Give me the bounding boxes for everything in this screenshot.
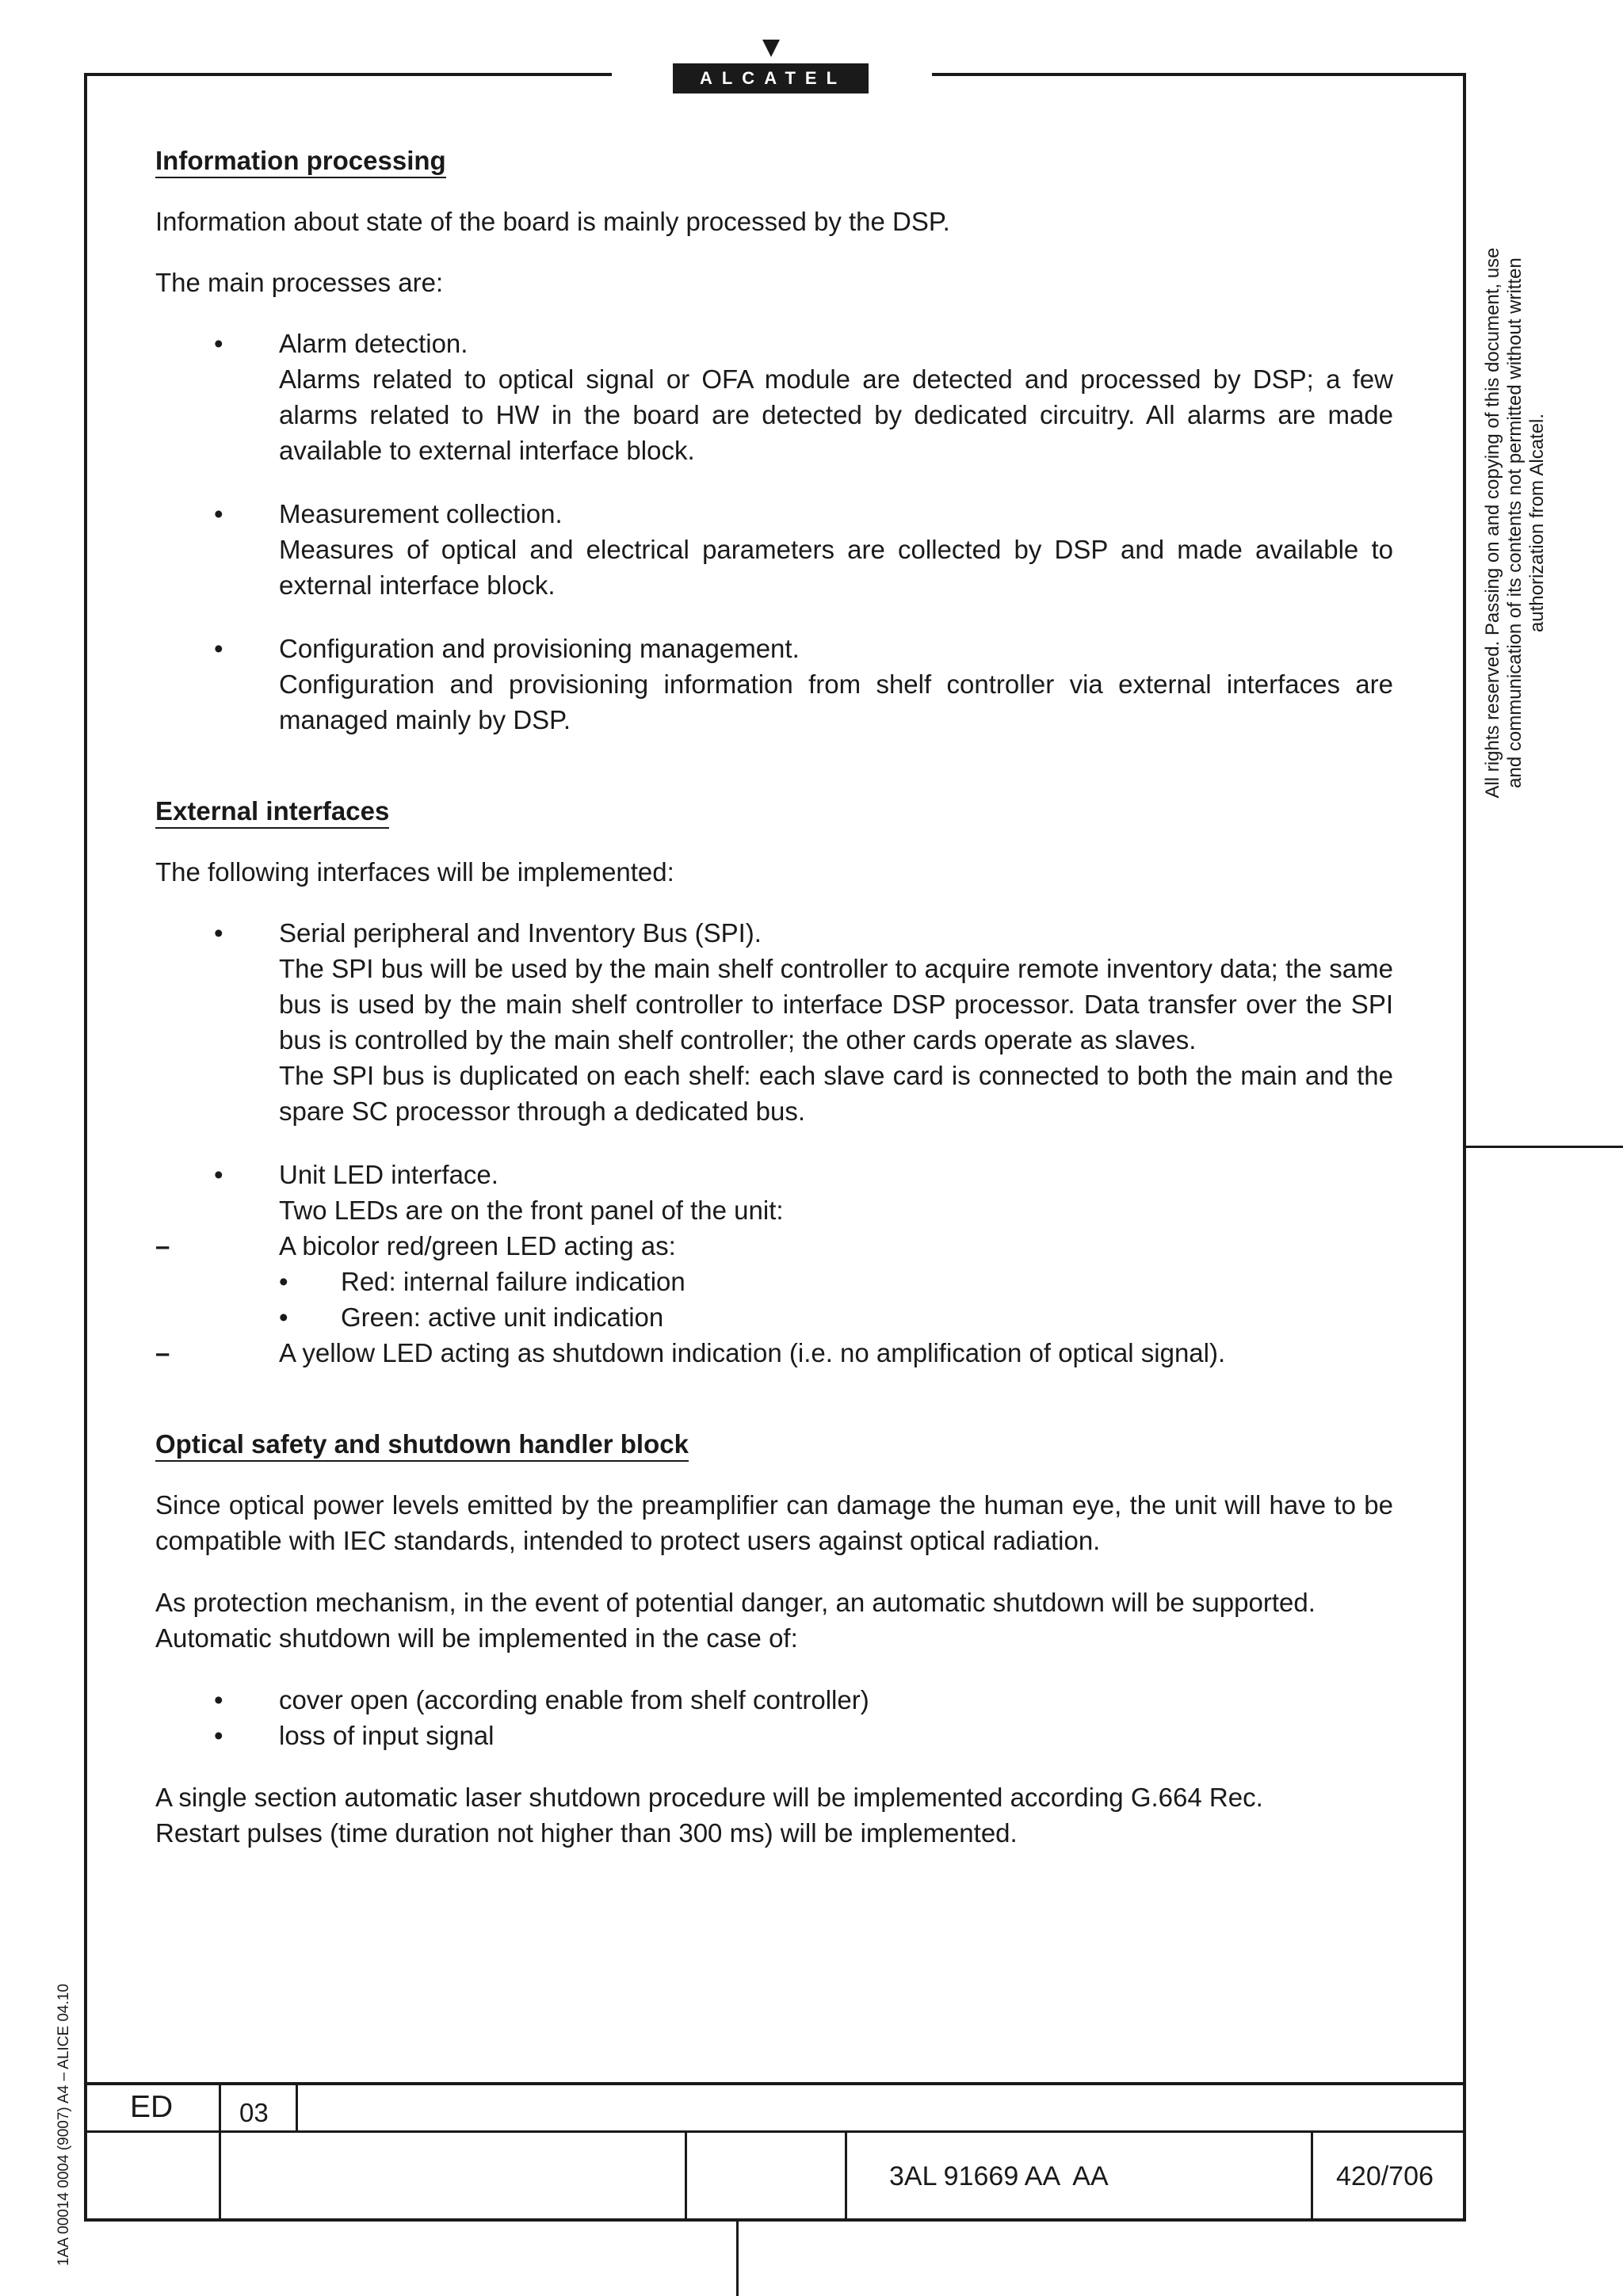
item-text: – A bicolor red/green LED acting as: [279, 1231, 676, 1261]
alcatel-logo: ALCATEL [673, 63, 869, 93]
list-item: – A yellow LED acting as shutdown indication (i.e. no amplification of optical signal). [217, 1335, 1393, 1371]
paragraph: The following interfaces will be implemented: [155, 857, 674, 887]
text-line: Restart pulses (time duration not higher than 300 ms) will be implemented. [155, 1818, 1018, 1848]
item-text: The SPI bus will be used by the main shelf controller to acquire remote inventory data; the same bus is used by the main shelf controller to interface DSP processor. Data transfer over the SPI bus is controlled by the main shelf controller; the other cards operate as slaves. [279, 954, 1393, 1055]
item-text: The SPI bus is duplicated on each shelf: each slave card is connected to both the main and the spare SC processor through a dedicated bus. [279, 1061, 1393, 1126]
footer-top-rule [84, 2082, 1466, 2085]
paragraph [155, 1779, 1393, 1851]
list-item: • Red: internal failure indication [279, 1264, 1393, 1299]
form-code: 1AA 00014 0004 (9007) A4 – ALICE 04.10 [55, 1983, 72, 2266]
section-optical-safety [155, 1426, 1393, 1851]
document-body [155, 143, 1393, 1851]
footer-stub [736, 2222, 739, 2296]
led-list [279, 1228, 1393, 1371]
item-title: • Alarm detection. [279, 329, 468, 358]
section-heading: Information processing [155, 145, 446, 178]
item-text: Two LEDs are on the front panel of the unit: [279, 1196, 784, 1225]
item-title: • Measurement collection. [279, 499, 563, 528]
item-text: Configuration and provisioning information from shelf controller via external interfaces are managed mainly by DSP. [279, 669, 1393, 734]
list-item [155, 326, 1393, 468]
frame-top-right [932, 73, 1466, 76]
list-item: • loss of input signal [155, 1718, 1393, 1753]
text-line: As protection mechanism, in the event of potential danger, an automatic shutdown will be supported. [155, 1588, 1316, 1617]
logo-triangle-icon [762, 40, 780, 57]
side-tick [1463, 1146, 1623, 1148]
interface-list [155, 915, 1393, 1371]
text-line: A single section automatic laser shutdown procedure will be implemented according G.664 Rec. [155, 1783, 1263, 1812]
list-item: • cover open (according enable from shelf controller) [155, 1682, 1393, 1718]
page-number: 420/706 [1336, 2161, 1434, 2191]
color-list [279, 1264, 1393, 1335]
item-text: Measures of optical and electrical parameters are collected by DSP and made available to external interface block. [279, 535, 1393, 600]
section-heading: External interfaces [155, 795, 389, 829]
item-text: Alarms related to optical signal or OFA module are detected and processed by DSP; a few alarms related to HW in the board are detected by dedicated circuitry. All alarms are made available to external interface block. [279, 364, 1393, 465]
item-title: • Serial peripheral and Inventory Bus (SPI). [279, 918, 762, 948]
document-number: 3AL 91669 AA AA [889, 2161, 1109, 2191]
frame-left [84, 73, 87, 2222]
section-external-interfaces [155, 793, 1393, 1371]
section-heading: Optical safety and shutdown handler block [155, 1428, 689, 1462]
footer-bottom-rule [84, 2218, 1466, 2222]
footer-col-3 [685, 2130, 687, 2222]
rights-notice: All rights reserved. Passing on and copying of this document, use and communication of its contents not permitted without written authorization from Alcatel. [1482, 247, 1548, 799]
edition-label: ED [130, 2090, 174, 2124]
edition-value: 03 [239, 2098, 269, 2127]
footer-col-2 [296, 2082, 298, 2133]
footer-col-5 [1311, 2130, 1313, 2222]
item-title: • Unit LED interface. [279, 1160, 498, 1189]
footer-col-1 [219, 2082, 221, 2222]
shutdown-cause-list [155, 1682, 1393, 1753]
frame-top-left [84, 73, 612, 76]
process-list [155, 326, 1393, 738]
footer-mid-rule [84, 2130, 1466, 2133]
list-item [155, 915, 1393, 1129]
list-item [217, 1228, 1393, 1335]
section-information-processing [155, 143, 1393, 738]
list-item [155, 631, 1393, 738]
item-title: • Configuration and provisioning management. [279, 634, 800, 663]
text-line: Automatic shutdown will be implemented in the case of: [155, 1623, 798, 1653]
paragraph [155, 1585, 1393, 1656]
paragraph: Since optical power levels emitted by the preamplifier can damage the human eye, the unit will have to be compatible with IEC standards, intended to protect users against optical radiation. [155, 1490, 1393, 1555]
list-item [155, 496, 1393, 603]
list-item: • Green: active unit indication [279, 1299, 1393, 1335]
paragraph: The main processes are: [155, 268, 444, 297]
footer-col-4 [845, 2130, 847, 2222]
list-item [155, 1157, 1393, 1371]
paragraph: Information about state of the board is mainly processed by the DSP. [155, 207, 950, 236]
